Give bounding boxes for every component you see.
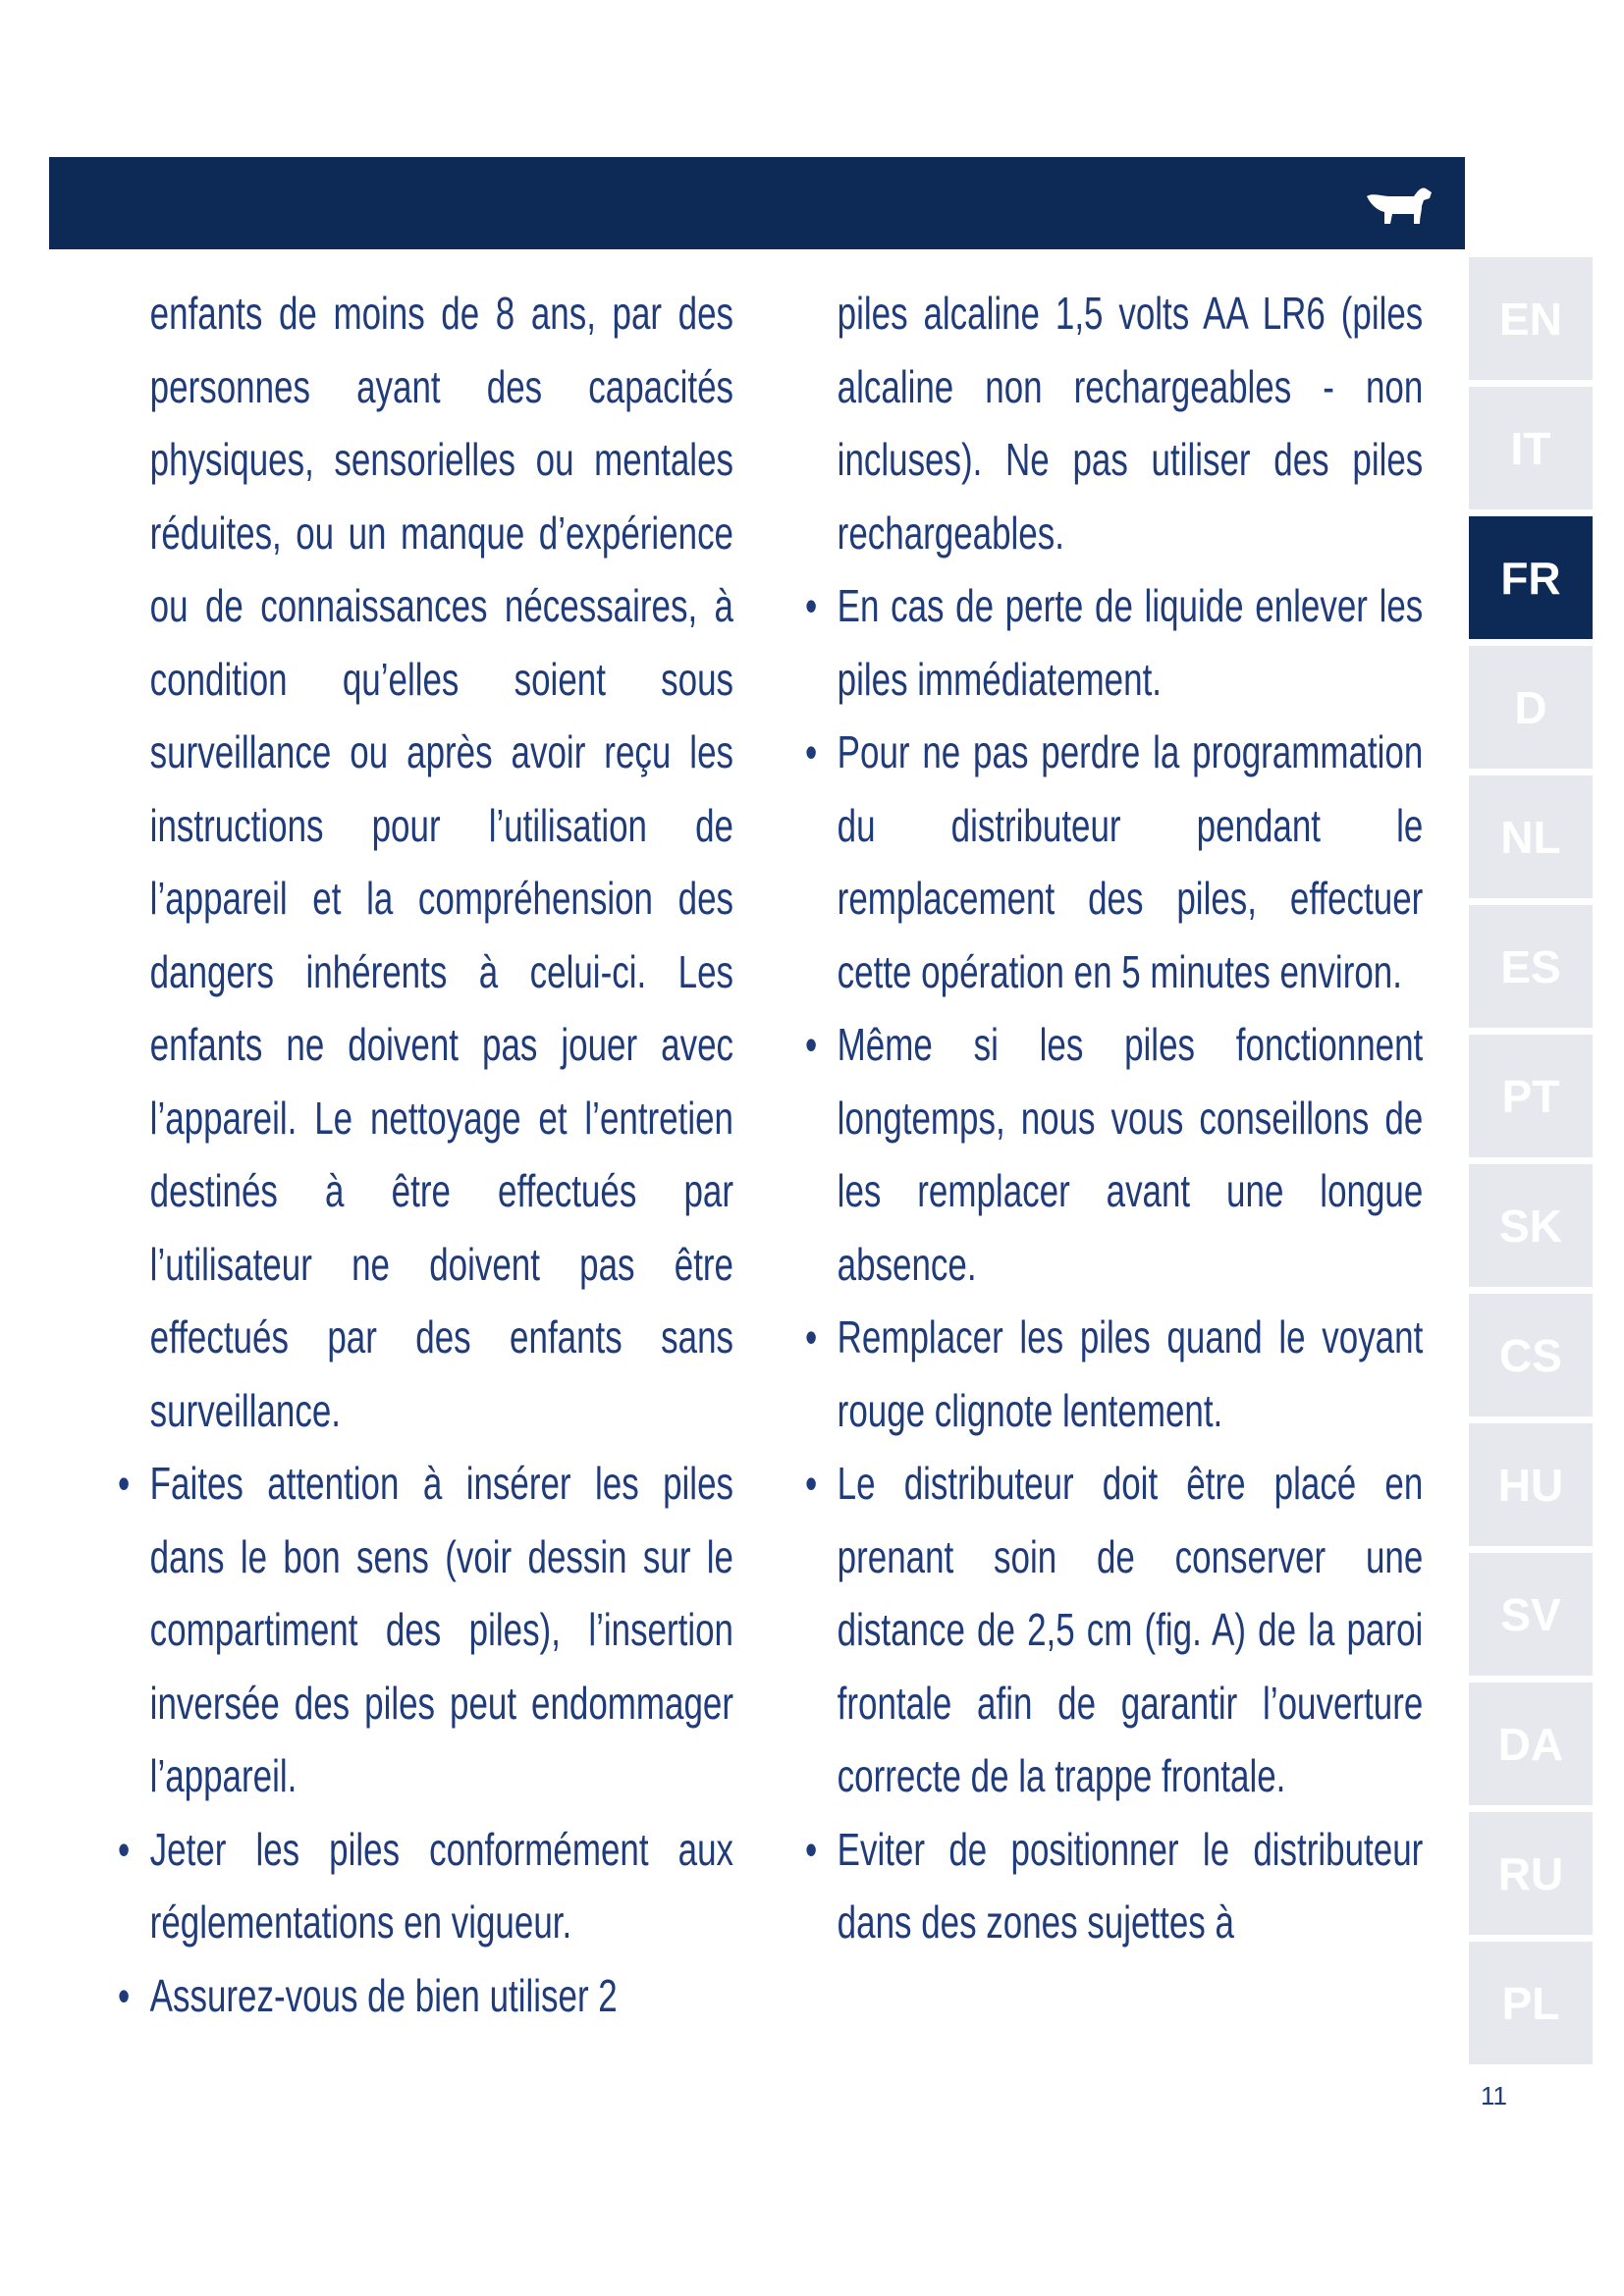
language-tab-d[interactable]: D — [1469, 646, 1593, 769]
language-tab-it[interactable]: IT — [1469, 387, 1593, 509]
left-column-paragraph: • Faites attention à insérer les piles dans le bon sens (voir dessin sur le compartiment des piles), l’insertion inversée des piles peut endommager l’appareil. — [118, 1447, 733, 1813]
language-tab-cs[interactable]: CS — [1469, 1294, 1593, 1416]
text-column-right — [805, 277, 1423, 1959]
language-tab-fr[interactable]: FR — [1469, 516, 1593, 639]
language-tab-ru[interactable]: RU — [1469, 1812, 1593, 1935]
header-bar — [49, 157, 1465, 249]
dog-silhouette-icon — [1363, 183, 1435, 230]
language-tab-hu[interactable]: HU — [1469, 1423, 1593, 1546]
right-column-paragraph: • Même si les piles fonctionnent longtemps, nous vous conseillons de les remplacer avant une longue absence. — [805, 1008, 1423, 1301]
language-tab-da[interactable]: DA — [1469, 1682, 1593, 1805]
language-tab-en[interactable]: EN — [1469, 257, 1593, 380]
page-number: 11 — [1481, 2081, 1507, 2110]
right-column-paragraph: • Pour ne pas perdre la programmation du distributeur pendant le remplacement des piles, effectuer cette opération en 5 minutes environ. — [805, 716, 1423, 1008]
right-column-paragraph: • Remplacer les piles quand le voyant rouge clignote lentement. — [805, 1301, 1423, 1447]
language-tab-sk[interactable]: SK — [1469, 1164, 1593, 1287]
right-column-paragraph: • Le distributeur doit être placé en prenant soin de conserver une distance de 2,5 cm (fig. A) de la paroi frontale afin de garantir l’ouverture correcte de la trappe frontale. — [805, 1447, 1423, 1813]
right-column-paragraph: piles alcaline 1,5 volts AA LR6 (piles alcaline non rechargeables - non incluses). Ne pas utiliser des piles rechargeables. — [837, 288, 1424, 559]
text-column-left — [118, 277, 733, 2032]
language-tab-nl[interactable]: NL — [1469, 775, 1593, 898]
language-tab-sv[interactable]: SV — [1469, 1553, 1593, 1676]
language-tabs — [1469, 257, 1593, 2071]
right-column-paragraph: • En cas de perte de liquide enlever les piles immédiatement. — [805, 569, 1423, 716]
left-column-paragraph: enfants de moins de 8 ans, par des personnes ayant des capacités physiques, sensorielles ou mentales réduites, ou un manque d’expérience ou de connaissances nécessaires, à condition qu’elles soient sous surveillance ou après avoir reçu les instructions pour l’utilisation de l’appareil et la compréhension des dangers inhérents à celui-ci. Les enfants ne doivent pas jouer avec l’appareil. Le nettoyage et l’entretien destinés à être effectués par l’utilisateur ne doivent pas être effectués par des enfants sans surveillance. — [149, 288, 733, 1436]
language-tab-pt[interactable]: PT — [1469, 1035, 1593, 1157]
left-column-paragraph: • Assurez-vous de bien utiliser 2 — [118, 1959, 733, 2033]
right-column-paragraph: • Eviter de positionner le distributeur dans des zones sujettes à — [805, 1813, 1423, 1959]
left-column-paragraph: • Jeter les piles conformément aux réglementations en vigueur. — [118, 1813, 733, 1959]
language-tab-pl[interactable]: PL — [1469, 1942, 1593, 2064]
language-tab-es[interactable]: ES — [1469, 905, 1593, 1028]
